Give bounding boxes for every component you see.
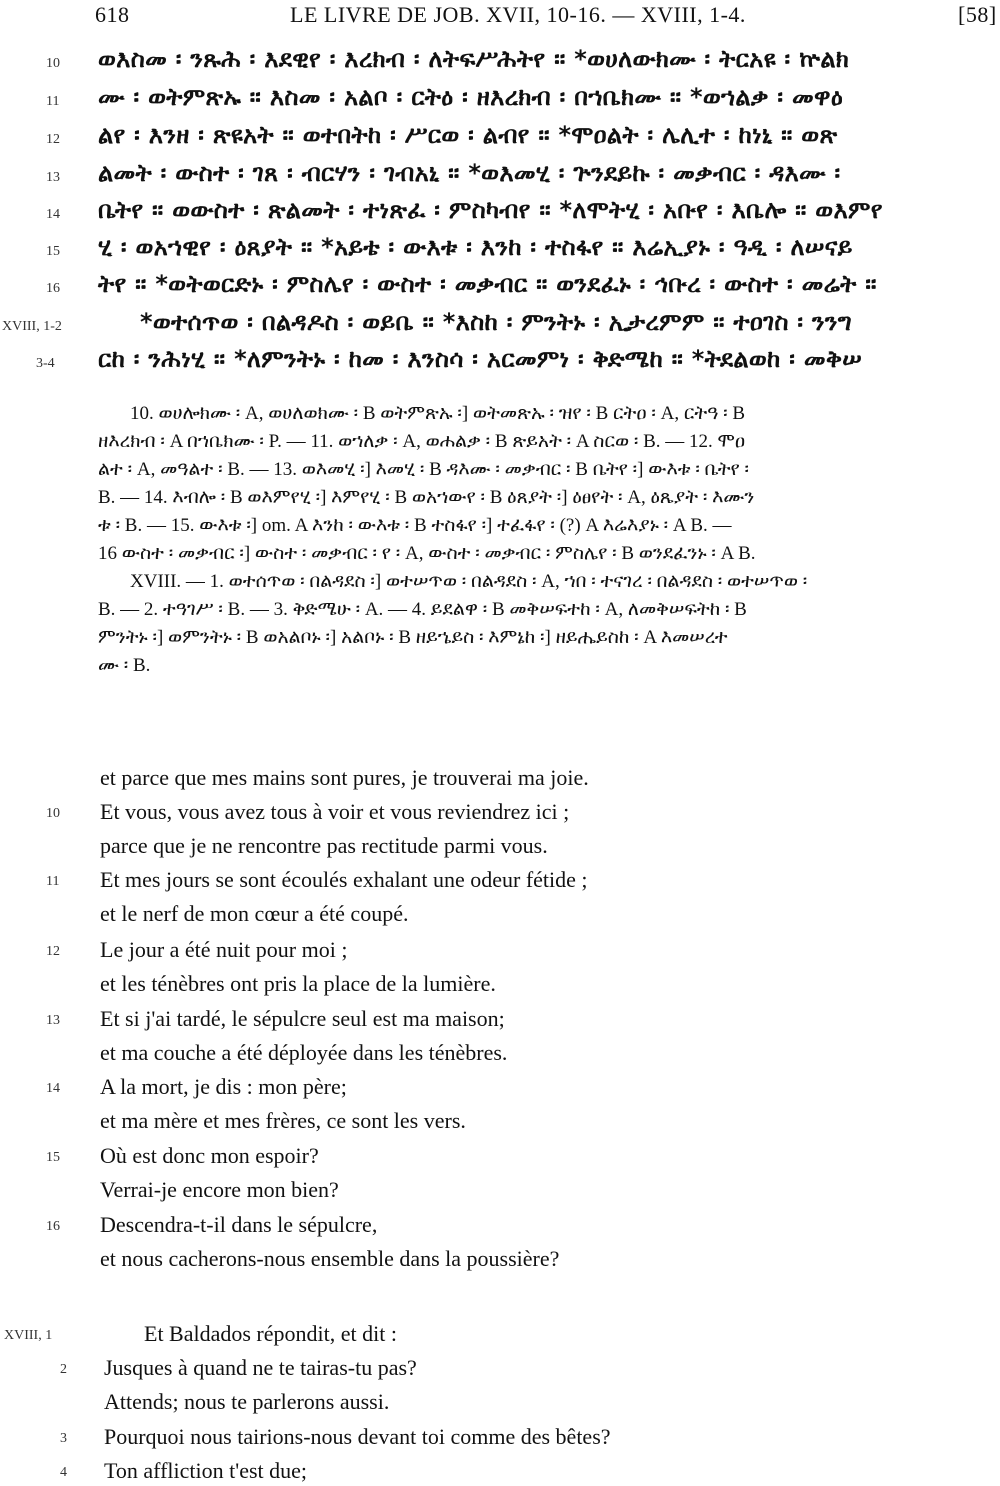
apparatus-line: ቱ ፡ B. — 15. ውእቱ ፡] om. A እንከ ፡ ውእቱ ፡ B ተስፋየ ፡] ተፈፋየ ፡ (?) A እሬእያኑ ፡ A B. —: [98, 515, 732, 536]
translation-line: parce que je ne rencontre pas rectitude parmi vous.: [100, 833, 548, 858]
translation-line: et nous cacherons-nous ensemble dans la poussière?: [100, 1246, 560, 1271]
translation-line: Descendra-t-il dans le sépulcre,: [100, 1212, 378, 1237]
apparatus-line: ዘእረክብ ፡ A በኀቤክሙ ፡ P. — 11. ወኀለቃ ፡ A, ወሐልቃ ፡ B ጽይአት ፡ A ስርወ ፡ B. — 12. ሞዐ: [98, 431, 746, 452]
verse-number: 14: [46, 207, 60, 222]
apparatus-line: ሙ ፡ B.: [98, 655, 151, 676]
verse-number: 16: [46, 281, 60, 296]
translation-line: et le nerf de mon cœur a été coupé.: [100, 901, 409, 926]
apparatus-line: ልተ ፡ A, መዓልተ ፡ B. — 13. ወእመሂ ፡] እመሂ ፡ B ዳእሙ ፡ መቃብር ፡ B ቤትየ ፡] ውእቱ ፡ ቤትየ ፡: [98, 459, 750, 480]
verse-number: 16: [46, 1219, 60, 1234]
page-number: 618: [95, 2, 130, 27]
verse-number: 12: [46, 132, 60, 147]
translation-line: Et Baldados répondit, et dit :: [144, 1321, 397, 1346]
translation-line: Et mes jours se sont écoulés exhalant une odeur fétide ;: [100, 867, 588, 892]
apparatus-line: ምንትኑ ፡] ወምንትኑ ፡ B ወአልቦኑ ፡] አልቦኑ ፡ B ዘይኄይስ ፡ እምኔከ ፡] ዘይሔይስከ ፡ A እመሠረተ: [98, 627, 728, 648]
bracket-page-number: [58]: [958, 2, 997, 27]
verse-number: 2: [60, 1362, 67, 1377]
apparatus-line: 16 ውስተ ፡ መቃብር ፡] ውስተ ፡ መቃብር ፡ የ ፡ A, ውስተ ፡ መቃብር ፡ ምስሌየ ፡ B ወንደፈንኑ ፡ A B.: [98, 543, 756, 564]
translation-line: et ma couche a été déployée dans les ténèbres.: [100, 1040, 508, 1065]
ethiopic-line: ትየ ። *ወትወርድኑ ፡ ምስሌየ ፡ ውስተ ፡ መቃብር ። ወንደፈኑ ፡ ኅቡረ ፡ ውስተ ፡ መሬት ።: [98, 270, 877, 298]
ethiopic-line: ልየ ፡ እንዘ ፡ ጽዩአት ። ወተበትከ ፡ ሥርወ ፡ ልብየ ። *ሞዐልት ፡ ሌሊተ ፡ ከነኒ ። ወጽ: [98, 121, 838, 149]
verse-number: 3-4: [36, 356, 55, 371]
running-title: LE LIVRE DE JOB. XVII, 10-16. — XVIII, 1-4.: [290, 2, 746, 27]
ethiopic-line: ሂ ፡ ወአኀዊየ ፡ ዕጸያት ። *አይቴ ፡ ውእቱ ፡ እንከ ፡ ተስፋየ ። እሬኢያኑ ፡ ዓዲ ፡ ለሠናይ: [98, 233, 853, 261]
verse-number: 11: [46, 874, 60, 889]
verse-number: 14: [46, 1081, 60, 1096]
translation-line: Ton affliction t'est due;: [104, 1458, 308, 1483]
verse-number: 10: [46, 56, 60, 71]
translation-line: Attends; nous te parlerons aussi.: [104, 1389, 390, 1414]
ethiopic-line: ቤትየ ። ወውስተ ፡ ጽልመት ፡ ተነጽፈ ፡ ምስካብየ ። *ለሞትሂ ፡ አቡየ ፡ እቤሎ ። ወእምየ: [98, 196, 883, 224]
verse-number: 10: [46, 806, 60, 821]
chapter-verse-number: XVIII, 1: [4, 1328, 53, 1343]
translation-line: et les ténèbres ont pris la place de la lumière.: [100, 971, 496, 996]
verse-number: 15: [46, 1150, 60, 1165]
translation-line: et parce que mes mains sont pures, je trouverai ma joie.: [100, 765, 589, 790]
verse-number: 11: [46, 94, 60, 109]
apparatus-line: B. — 14. እብሎ ፡ B ወእምየሂ ፡] እምየሂ ፡ B ወአኀውየ ፡ B ዕጸያት ፡] ዕፀየት ፡ A, ዕጼያት ፡ እሙን: [98, 487, 755, 508]
apparatus-line: B. — 2. ተዓገሥ ፡ B. — 3. ቅድሜሁ ፡ A. — 4. ይደልዋ ፡ B መቅሠፍተከ ፡ A, ለመቅሠፍትከ ፡ B: [98, 599, 747, 620]
verse-number: 12: [46, 944, 60, 959]
ethiopic-line: ወእስመ ፡ ንጹሕ ፡ እደዊየ ፡ እረክብ ፡ ለትፍሥሕትየ ። *ወሀለውክሙ ፡ ትርአዩ ፡ ኵልክ: [98, 45, 850, 73]
apparatus-line: XVIII. — 1. ወተሰጥወ ፡ በልዳደስ ፡] ወተሠጥወ ፡ በልዳደስ ፡ A, ኀበ ፡ ተናገረ ፡ በልዳደስ ፡ ወተሠጥወ ፡: [130, 571, 808, 592]
translation-line: Verrai-je encore mon bien?: [100, 1177, 339, 1202]
apparatus-line: 10. ወሀሎክሙ ፡ A, ወሀለወክሙ ፡ B ወትምጽኡ ፡] ወትመጽኡ ፡ ዝየ ፡ B ርትዐ ፡ A, ርትዓ ፡ B: [130, 403, 746, 424]
translation-line: A la mort, je dis : mon père;: [100, 1074, 347, 1099]
translation-line: Jusques à quand ne te tairas-tu pas?: [104, 1355, 417, 1380]
verse-number: XVIII, 1-2: [2, 319, 62, 334]
translation-line: Et si j'ai tardé, le sépulcre seul est ma maison;: [100, 1006, 505, 1031]
ethiopic-line: *ወተሰጥወ ፡ በልዳዶስ ፡ ወይቤ ። *እስከ ፡ ምንትኑ ፡ ኢታረምም ። ተዐገስ ፡ ንንግ: [140, 308, 852, 336]
verse-number: 3: [60, 1431, 67, 1446]
translation-line: Et vous, vous avez tous à voir et vous reviendrez ici ;: [100, 799, 570, 824]
translation-line: Où est donc mon espoir?: [100, 1143, 319, 1168]
ethiopic-line: ርከ ፡ ንሕነሂ ። *ለምንትኑ ፡ ከመ ፡ እንስሳ ፡ አርመምነ ፡ ቅድሜከ ። *ትደልወከ ፡ መቅሠ: [98, 345, 863, 373]
verse-number: 13: [46, 1013, 60, 1028]
ethiopic-line: ልመት ፡ ውስተ ፡ ገጸ ፡ ብርሃን ፡ ገብአኒ ። *ወእመሂ ፡ ጕንደይኩ ፡ መቃብር ፡ ዳእሙ ፡: [98, 159, 841, 187]
verse-number: 13: [46, 170, 60, 185]
translation-line: Le jour a été nuit pour moi ;: [100, 937, 348, 962]
verse-number: 4: [60, 1465, 67, 1480]
verse-number: 15: [46, 244, 60, 259]
translation-line: Pourquoi nous tairions-nous devant toi comme des bêtes?: [104, 1424, 611, 1449]
ethiopic-line: ሙ ፡ ወትምጽኡ ። እስመ ፡ አልቦ ፡ ርትዕ ፡ ዘእረክብ ፡ በኀቤክሙ ። *ወኀልቃ ፡ መዋዕ: [98, 83, 843, 111]
translation-line: et ma mère et mes frères, ce sont les vers.: [100, 1108, 466, 1133]
